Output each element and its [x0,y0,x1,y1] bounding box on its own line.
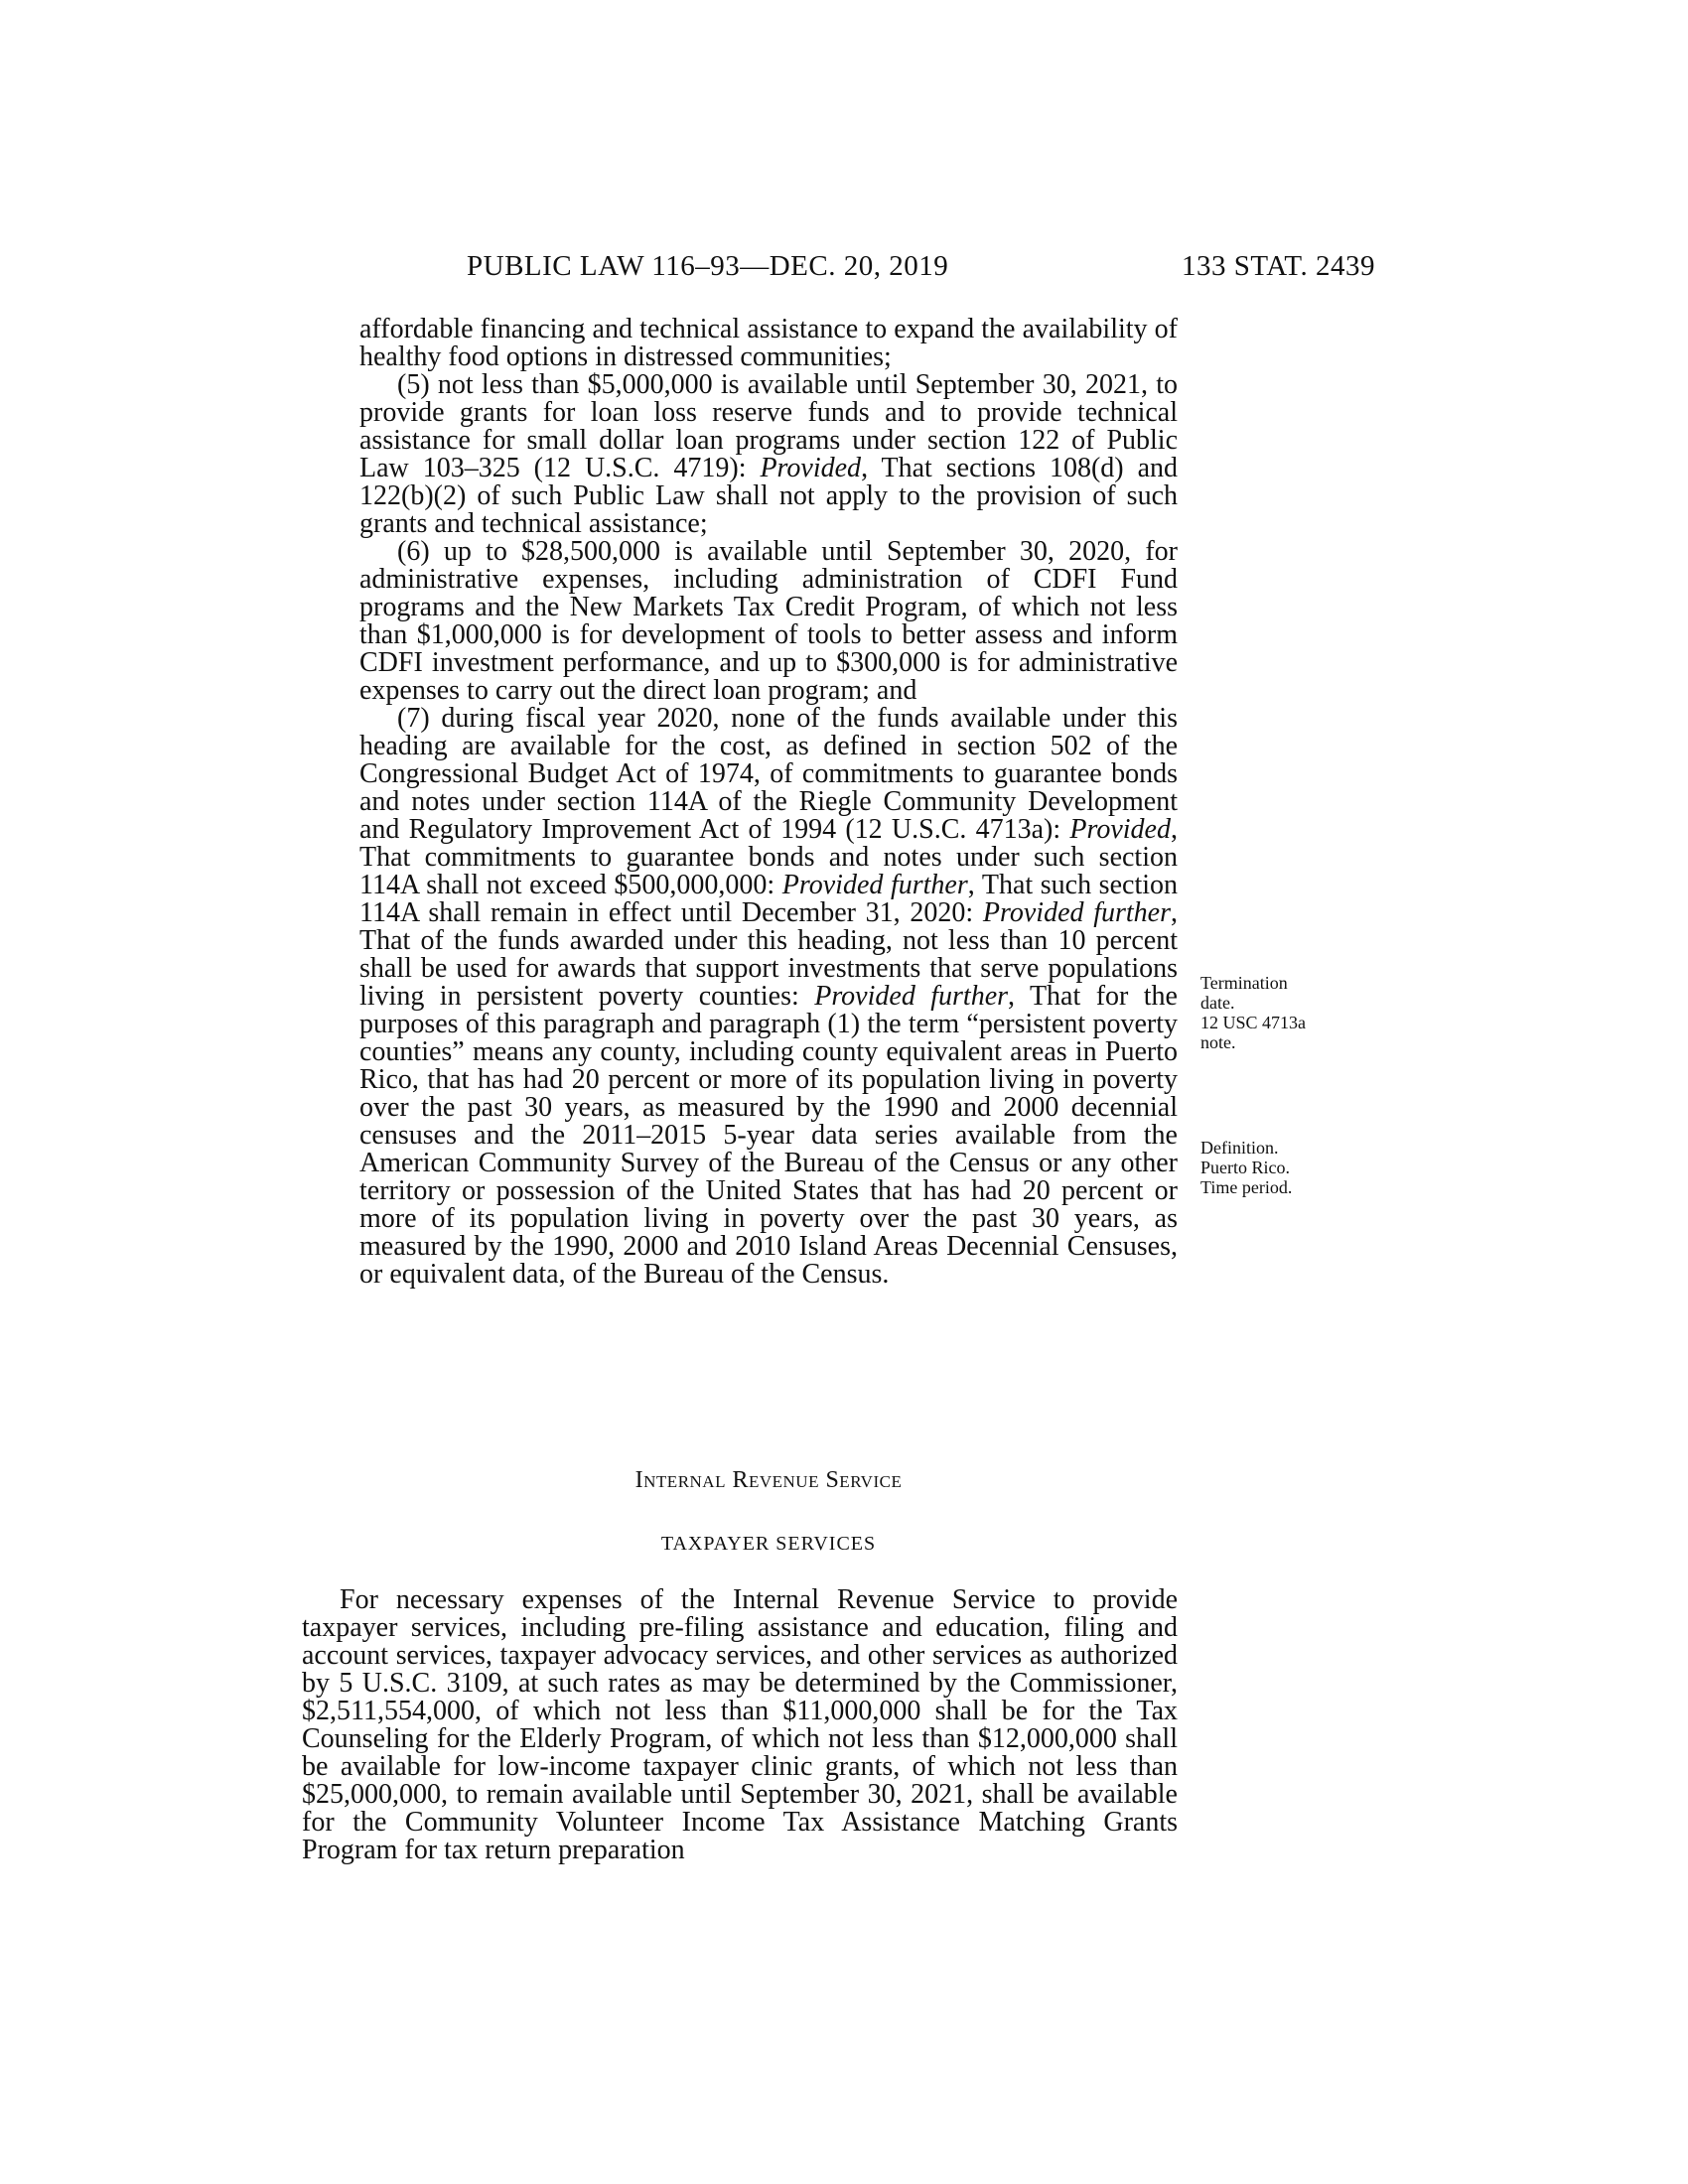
paragraph-7-text-a: (7) during fiscal year 2020, none of the funds available under this heading are available for the cost, as defined in section 502 of the Congressional Budget Act of 1974, of commitments to guarantee bonds and notes under section 114A of the Riegle Community Development and Regulatory Improvement Act of 1994 (12 U.S.C. 4713a): [359,703,1178,845]
margin-note-line: Puerto Rico. [1200,1158,1290,1177]
public-law-citation: PUBLIC LAW 116–93—DEC. 20, 2019 [467,250,949,282]
paragraph-7-text-d: , That of the funds awarded under this heading, not less than 10 percent shall be used for awards that support investments that serve populations living in persistent poverty counties: [359,897,1179,1012]
taxpayer-services-text [302,1586,1178,1864]
margin-note-line: date. [1200,993,1235,1013]
paragraph-5-proviso: Provided [760,453,862,483]
taxpayer-services-paragraph: For necessary expenses of the Internal Revenue Service to provide taxpayer services, including pre-filing assistance and education, filing and account services, taxpayer advocacy services, and other services as authorized by 5 U.S.C. 3109, at such rates as may be determined by the Commissioner, $2,511,554,000, of which not less than $11,000,000 shall be for the Tax Counseling for the Elderly Program, of which not less than $12,000,000 shall be available for low-income taxpayer clinic grants, of which not less than $25,000,000, to remain available until September 30, 2021, shall be available for the Community Volunteer Income Tax Assistance Matching Grants Program for tax return preparation [302,1584,1178,1865]
margin-note-line: 12 USC 4713a [1200,1013,1307,1032]
margin-note-line: Termination [1200,973,1288,993]
margin-note-line: note. [1200,1032,1236,1052]
paragraph-5-text-a: (5) not less than $5,000,000 is available until September 30, 2021, to provide grants for loan loss reserve funds and to provide technical assistance for small dollar loan programs under section 122 of Public Law 103–325 (12 U.S.C. 4719): [359,369,1178,483]
paragraph-6: (6) up to $28,500,000 is available until September 30, 2020, for administrative expenses, including administration of CDFI Fund programs and the New Markets Tax Credit Program, of which not less than $1,000,000 is for development of tools to better assess and inform CDFI investment performance, and up to $300,000 is for administrative expenses to carry out the direct loan program; and [359,536,1178,706]
margin-note-line: Time period. [1200,1177,1293,1197]
paragraph-7 [359,705,1178,1289]
paragraph-7-proviso-1: Provided [1069,814,1171,845]
paragraph-5 [359,371,1178,538]
account-heading: TAXPAYER SERVICES [660,1533,877,1555]
paragraph-7-proviso-2: Provided further [781,870,968,900]
paragraph-5-text-b: , That sections 108(d) and 122(b)(2) of such Public Law shall not apply to the provision of such grants and technical assistance; [359,453,1178,539]
margin-note-line: Definition. [1200,1138,1279,1158]
margin-note-termination-date [1200,973,1349,1052]
margin-note-definition [1200,1138,1349,1197]
paragraph-7-text-c: , That such section 114A shall remain in effect until December 31, 2020: [359,870,1178,928]
paragraph-intro: affordable financing and technical assistance to expand the availability of healthy food options in distressed communities; [359,314,1178,372]
paragraph-7-text-b: , That commitments to guarantee bonds and notes under such section 114A shall not exceed $500,000,000: [359,814,1178,900]
paragraph-7-text-e: , That for the purposes of this paragraph and paragraph (1) the term “persistent poverty counties” means any county, including county equivalent areas in Puerto Rico, that has had 20 percent or more of its population living in poverty over the past 30 years, as measured by the 1990 and 2000 decennial censuses and the 2011–2015 5-year data series available from the American Community Survey of the Bureau of the Census or any other territory or possession of the United States that has had 20 percent or more of its population living in poverty over the past 30 years, as measured by the 1990, 2000 and 2010 Island Areas Decennial Censuses, or equivalent data, of the Bureau of the Census. [359,981,1178,1290]
agency-heading: Internal Revenue Service [634,1467,903,1493]
page-header [467,250,1375,290]
paragraph-7-proviso-4: Provided further [814,981,1009,1012]
paragraph-7-proviso-3: Provided further [982,897,1172,928]
cdfi-provisions-text [359,316,1178,1289]
statute-page-number: 133 STAT. 2439 [1181,250,1375,282]
